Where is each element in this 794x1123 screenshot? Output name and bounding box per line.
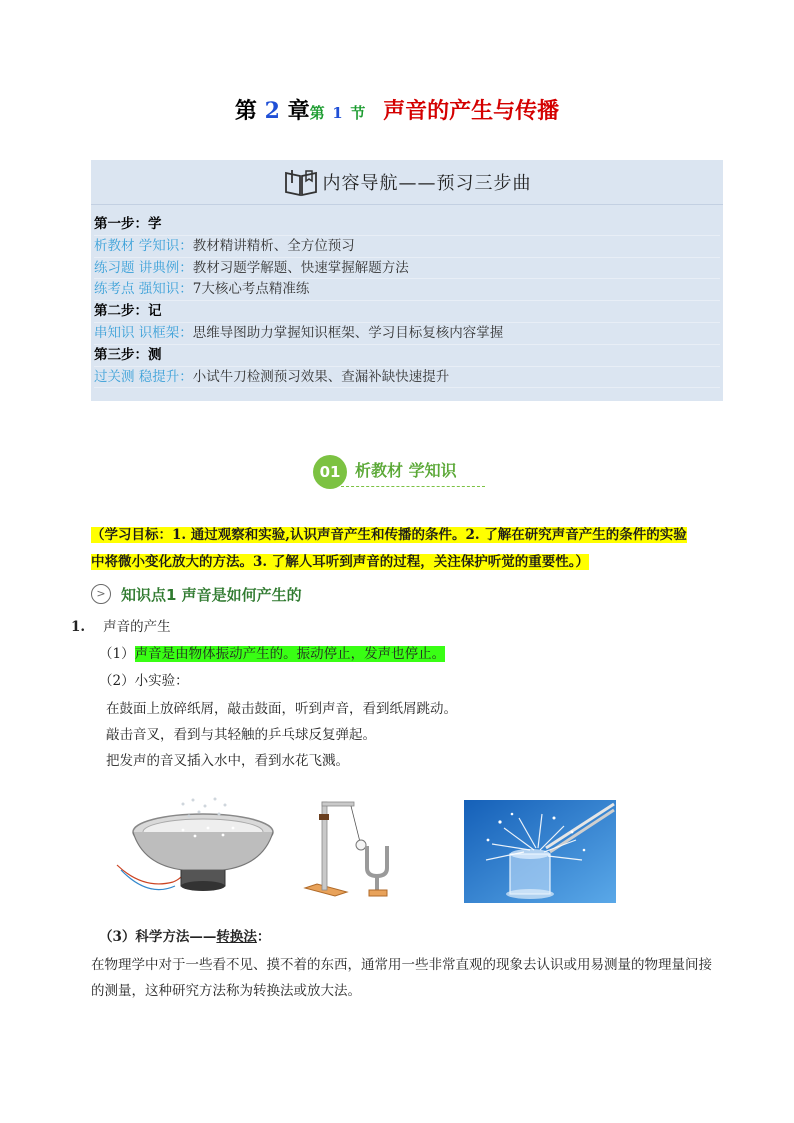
item-number: 1.	[71, 619, 86, 635]
sub-point-3	[99, 925, 270, 949]
knowledge-point-heading	[91, 582, 302, 606]
nav-header-label: 内容导航——预习三步曲	[322, 173, 532, 194]
learning-goals	[91, 522, 727, 576]
nav-value: 小试牛刀检测预习效果、查漏补缺快速提升	[192, 368, 450, 385]
arrow-right-icon: >	[91, 584, 111, 604]
nav-line	[94, 258, 720, 280]
chapter-prefix: 第	[234, 98, 257, 124]
nav-value: 思维导图助力掌握知识框架、学习目标复核内容掌握	[192, 324, 504, 341]
section-title: 析教材 学知识	[355, 461, 457, 480]
nav-line	[94, 236, 720, 258]
method-description: 在物理学中对于一些看不见、摸不着的东西，通常用一些非常直观的现象去认识或用易测量的物理量间接的测量，这种研究方法称为转换法或放大法。	[91, 957, 712, 999]
sub-point-2: （2）小实验：	[99, 673, 189, 689]
drum-paper-experiment-image	[113, 790, 278, 905]
book-icon	[283, 167, 319, 197]
nav-step-3: 第三步：测	[94, 346, 162, 363]
nav-line	[94, 301, 720, 323]
nav-value: 7大核心考点精准练	[192, 281, 310, 298]
chapter-number: 2	[264, 98, 280, 124]
experiment-3: 把发声的音叉插入水中，看到水花飞溅。	[106, 753, 349, 769]
nav-header	[91, 160, 723, 205]
section-badge	[313, 455, 485, 489]
nav-step-2: 第二步：记	[94, 303, 162, 320]
goals-line-2: 中将微小变化放大的方法。3. 了解人耳听到声音的过程，关注保护听觉的重要性。）	[91, 554, 590, 570]
goals-line-1: （学习目标：1. 通过观察和实验,认识声音产生和传播的条件。2. 了解在研究声音产生的条件的实验	[91, 527, 687, 543]
fork-in-water-image	[464, 800, 616, 903]
chapter-suffix: 章	[287, 98, 310, 124]
knowledge-point-label: 知识点1 声音是如何产生的	[121, 585, 302, 604]
experiment-1: 在鼓面上放碎纸屑，敲击鼓面，听到声音，看到纸屑跳动。	[106, 701, 457, 717]
section-number-badge: 01	[313, 455, 347, 489]
nav-value: 教材精讲精析、全方位预习	[192, 237, 355, 254]
experiment-2: 敲击音叉，看到与其轻触的乒乓球反复弹起。	[106, 727, 376, 743]
sub-point-1	[99, 642, 445, 666]
nav-line	[94, 323, 720, 345]
title-main: 声音的产生与传播	[383, 98, 560, 124]
section-prefix: 第	[309, 104, 325, 122]
sub-point-1-text: 声音是由物体振动产生的。振动停止，发声也停止。	[134, 646, 446, 662]
nav-line	[94, 214, 720, 236]
nav-line	[94, 279, 720, 301]
section-underline	[341, 486, 485, 487]
page-title	[0, 96, 794, 128]
nav-step-1: 第一步：学	[94, 216, 162, 232]
sub-point-3-prefix: （3）科学方法——	[99, 929, 217, 945]
sub-point-3-colon: ：	[256, 929, 271, 945]
item-title: 声音的产生	[103, 619, 171, 635]
tuning-fork-ball-image	[303, 790, 403, 905]
nav-value: 教材习题学解题、快速掌握解题方法	[192, 259, 409, 276]
section-number: 1	[332, 104, 343, 122]
nav-key: 练考点 强知识：	[94, 281, 193, 298]
method-term: 转换法	[216, 929, 257, 945]
nav-lines	[94, 214, 720, 388]
sub-point-1-num: （1）	[99, 646, 135, 662]
nav-line	[94, 345, 720, 367]
section-suffix: 节	[350, 104, 366, 122]
nav-key: 过关测 稳提升：	[94, 368, 193, 385]
content-navigation-box	[91, 160, 723, 401]
nav-line	[94, 367, 720, 389]
nav-key: 析教材 学知识：	[94, 237, 193, 254]
nav-key: 串知识 识框架：	[94, 324, 193, 341]
item-heading	[71, 616, 171, 638]
nav-key: 练习题 讲典例：	[94, 259, 193, 276]
